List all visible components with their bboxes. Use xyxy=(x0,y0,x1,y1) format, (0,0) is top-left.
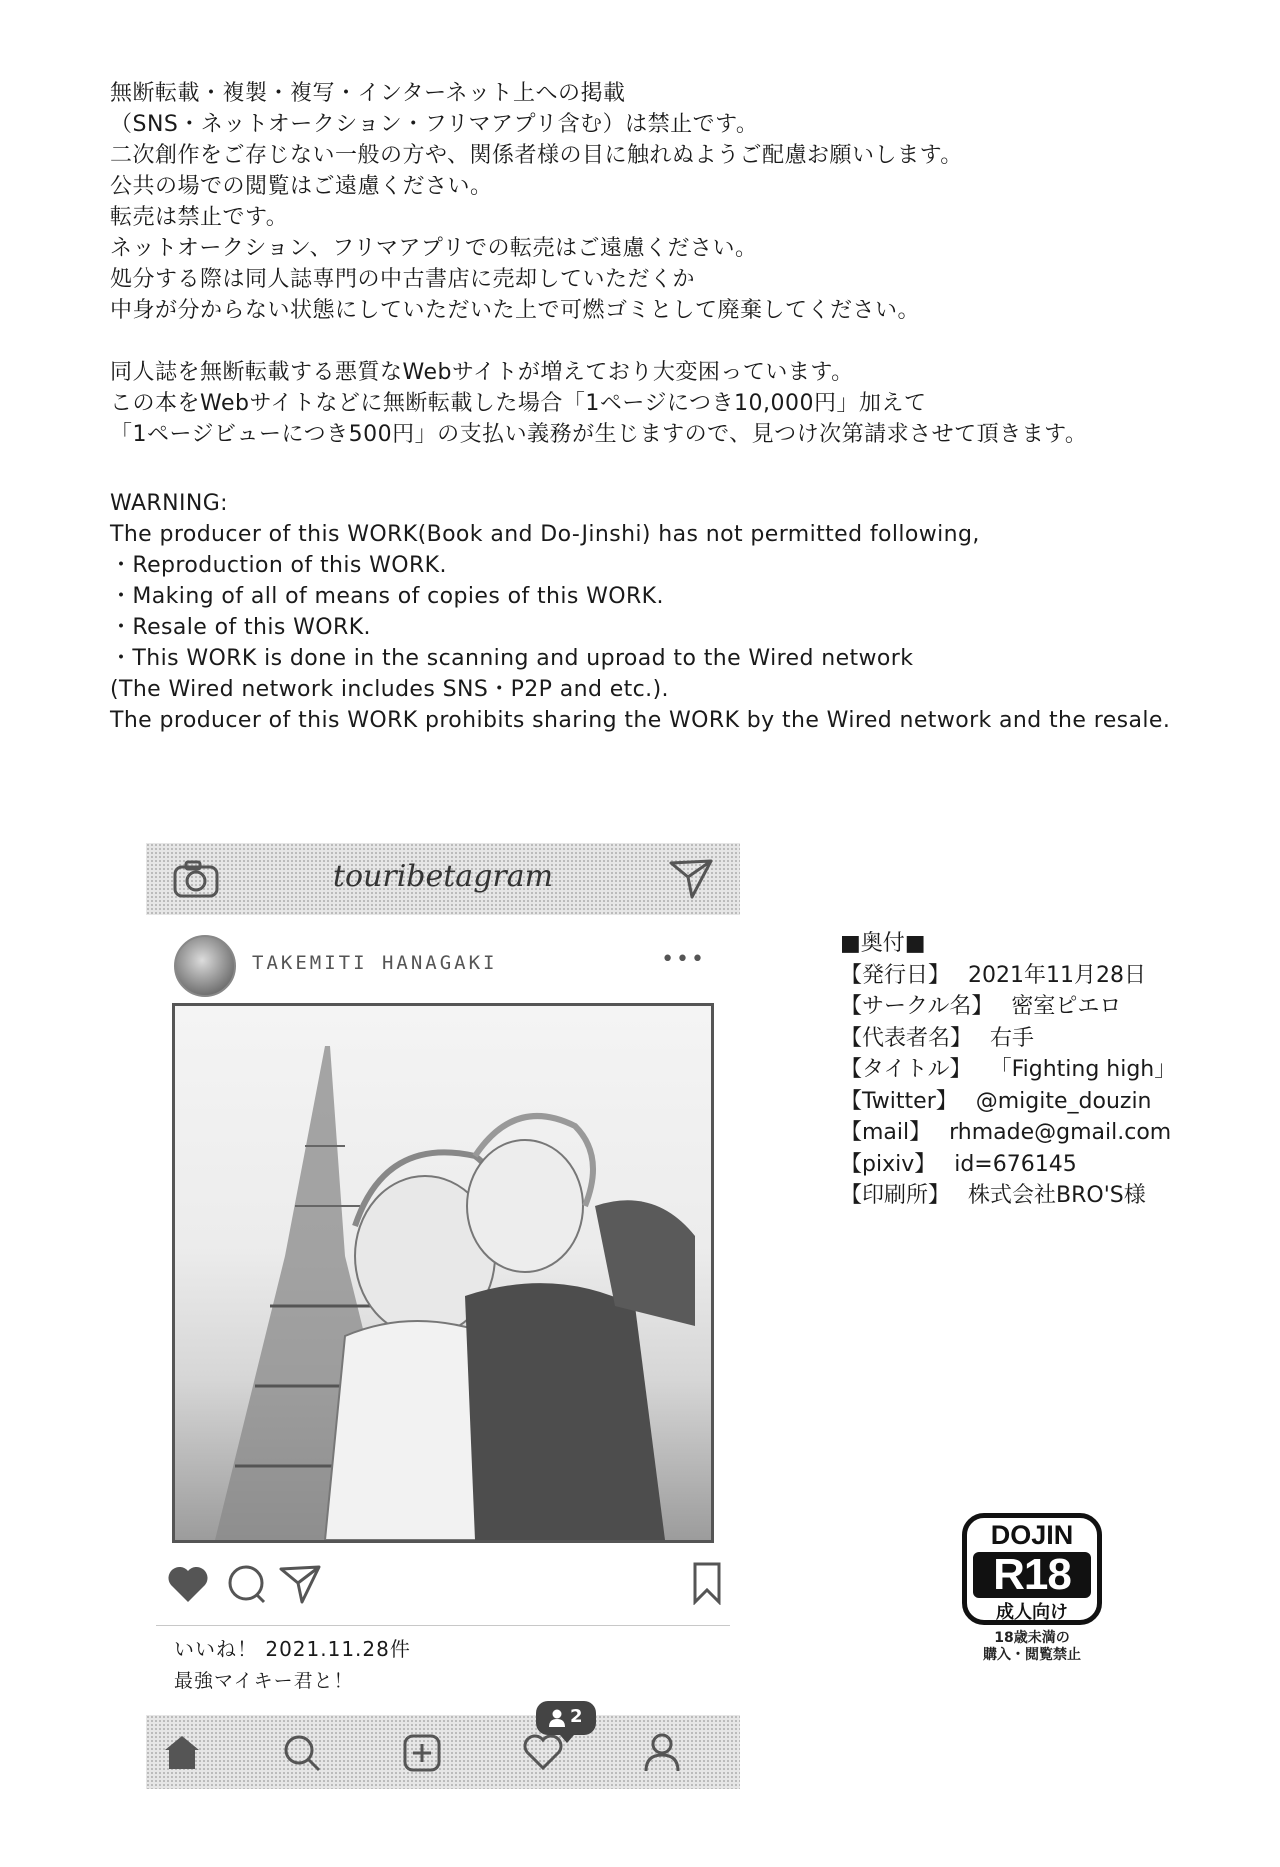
notification-count: 2 xyxy=(570,1706,583,1727)
colophon-key: 【pixiv】 xyxy=(840,1151,937,1177)
add-icon[interactable] xyxy=(402,1733,442,1773)
colophon-value: 株式会社BRO'S様 xyxy=(968,1183,1146,1208)
warning-line: ・Reproduction of this WORK. xyxy=(110,553,447,578)
colophon-value: 右手 xyxy=(990,1025,1035,1051)
colophon-value: 「Fighting high」 xyxy=(989,1057,1177,1082)
notice-line: 中身が分からない状態にしていただいた上で可燃ゴミとして廃棄してください。 xyxy=(110,298,921,323)
colophon-key: 【発行日】 xyxy=(840,962,951,988)
age-note-line: 18歳未満の xyxy=(994,1630,1070,1646)
notice-line: 二次創作をご存じない一般の方や、関係者様の目に触れぬようご配慮お願いします。 xyxy=(110,143,963,168)
notice-line: 公共の場での閲覧はご遠慮ください。 xyxy=(110,174,493,199)
colophon xyxy=(840,928,1176,1212)
warning-line: ・Making of all of means of copies of this WORK. xyxy=(110,584,664,609)
notice-line: 「1ページビューにつき500円」の支払い義務が生じますので、見つけ次第請求させて頂きます。 xyxy=(110,422,1088,447)
post-caption: 最強マイキー君と！ xyxy=(174,1670,354,1692)
post-header xyxy=(174,935,714,995)
likes-line: いいね！ 2021.11.28件 xyxy=(174,1637,411,1661)
colophon-row-author xyxy=(840,1023,1176,1055)
activity-icon[interactable] xyxy=(522,1733,564,1771)
colophon-row-mail xyxy=(840,1117,1176,1149)
colophon-key: 【代表者名】 xyxy=(840,1025,973,1051)
username[interactable]: TAKEMITI HANAGAKI xyxy=(252,952,498,974)
warning-line: WARNING: xyxy=(110,491,228,516)
divider xyxy=(156,1625,730,1626)
share-icon[interactable] xyxy=(278,1563,322,1605)
colophon-row-circle xyxy=(840,991,1176,1023)
social-post-mockup xyxy=(146,843,740,1789)
warning-line: The producer of this WORK prohibits sharing the WORK by the Wired network and the resale. xyxy=(110,708,1171,733)
heart-icon[interactable] xyxy=(166,1563,210,1605)
badge-r18-label: R18 xyxy=(973,1552,1091,1598)
colophon-value: 2021年11月28日 xyxy=(968,962,1146,988)
age-restriction-note xyxy=(952,1630,1112,1664)
app-top-bar xyxy=(146,843,740,915)
notice-line: 処分する際は同人誌専門の中古書店に売却していただくか xyxy=(110,267,696,292)
warning-line: (The Wired network includes SNS・P2P and etc.). xyxy=(110,677,669,702)
warning-line: ・This WORK is done in the scanning and uproad to the Wired network xyxy=(110,646,914,671)
warning-line: The producer of this WORK(Book and Do-Jinshi) has not permitted following, xyxy=(110,522,980,547)
comment-icon[interactable] xyxy=(226,1563,268,1605)
more-options-icon[interactable]: ••• xyxy=(661,947,706,972)
profile-icon[interactable] xyxy=(642,1731,682,1773)
colophon-value: @migite_douzin xyxy=(975,1088,1152,1114)
send-icon[interactable] xyxy=(668,857,714,901)
japanese-notice xyxy=(110,78,1190,450)
warning-line: ・Resale of this WORK. xyxy=(110,615,371,640)
notice-line: 転売は禁止です。 xyxy=(110,205,289,230)
colophon-key: 【mail】 xyxy=(840,1120,932,1145)
illustration xyxy=(175,1006,711,1540)
colophon-key: 【印刷所】 xyxy=(840,1183,951,1208)
colophon-row-title xyxy=(840,1054,1176,1086)
colophon-row-pixiv xyxy=(840,1149,1176,1181)
follower-icon xyxy=(548,1708,566,1728)
colophon-row-printer xyxy=(840,1180,1176,1212)
notice-line: ネットオークション、フリマアプリでの転売はご遠慮ください。 xyxy=(110,236,758,261)
colophon-row-date xyxy=(840,960,1176,992)
colophon-key: 【タイトル】 xyxy=(840,1057,972,1082)
colophon-key: 【Twitter】 xyxy=(840,1088,958,1114)
age-note-line: 購入・閲覧禁止 xyxy=(983,1647,1081,1663)
notice-line: 無断転載・複製・複写・インターネット上への掲載 xyxy=(110,81,626,106)
colophon-row-twitter xyxy=(840,1086,1176,1118)
search-icon[interactable] xyxy=(282,1733,322,1773)
app-logo: touribetagram xyxy=(332,859,554,894)
notification-bubble[interactable] xyxy=(536,1701,596,1735)
notice-line: この本をWebサイトなどに無断転載した場合「1ページにつき10,000円」加えて xyxy=(110,391,927,416)
colophon-value: id=676145 xyxy=(954,1151,1077,1177)
colophon-value: rhmade@gmail.com xyxy=(949,1120,1172,1145)
avatar[interactable] xyxy=(174,935,236,997)
app-bottom-nav xyxy=(146,1715,740,1789)
r18-badge xyxy=(962,1513,1102,1625)
notice-line: 同人誌を無断転載する悪質なWebサイトが増えており大変困っています。 xyxy=(110,360,854,385)
english-warning xyxy=(110,488,1260,736)
notice-line: （SNS・ネットオークション・フリマアプリ含む）は禁止です。 xyxy=(110,112,759,137)
colophon-heading: ■奥付■ xyxy=(840,931,926,956)
bookmark-icon[interactable] xyxy=(692,1561,722,1605)
home-icon[interactable] xyxy=(162,1733,202,1771)
badge-dojin-label: DOJIN xyxy=(990,1520,1074,1550)
colophon-value: 密室ピエロ xyxy=(1011,994,1122,1019)
post-actions xyxy=(166,1561,726,1611)
post-photo xyxy=(172,1003,714,1543)
badge-adult-label: 成人向け xyxy=(996,1602,1068,1623)
colophon-key: 【サークル名】 xyxy=(840,994,994,1019)
